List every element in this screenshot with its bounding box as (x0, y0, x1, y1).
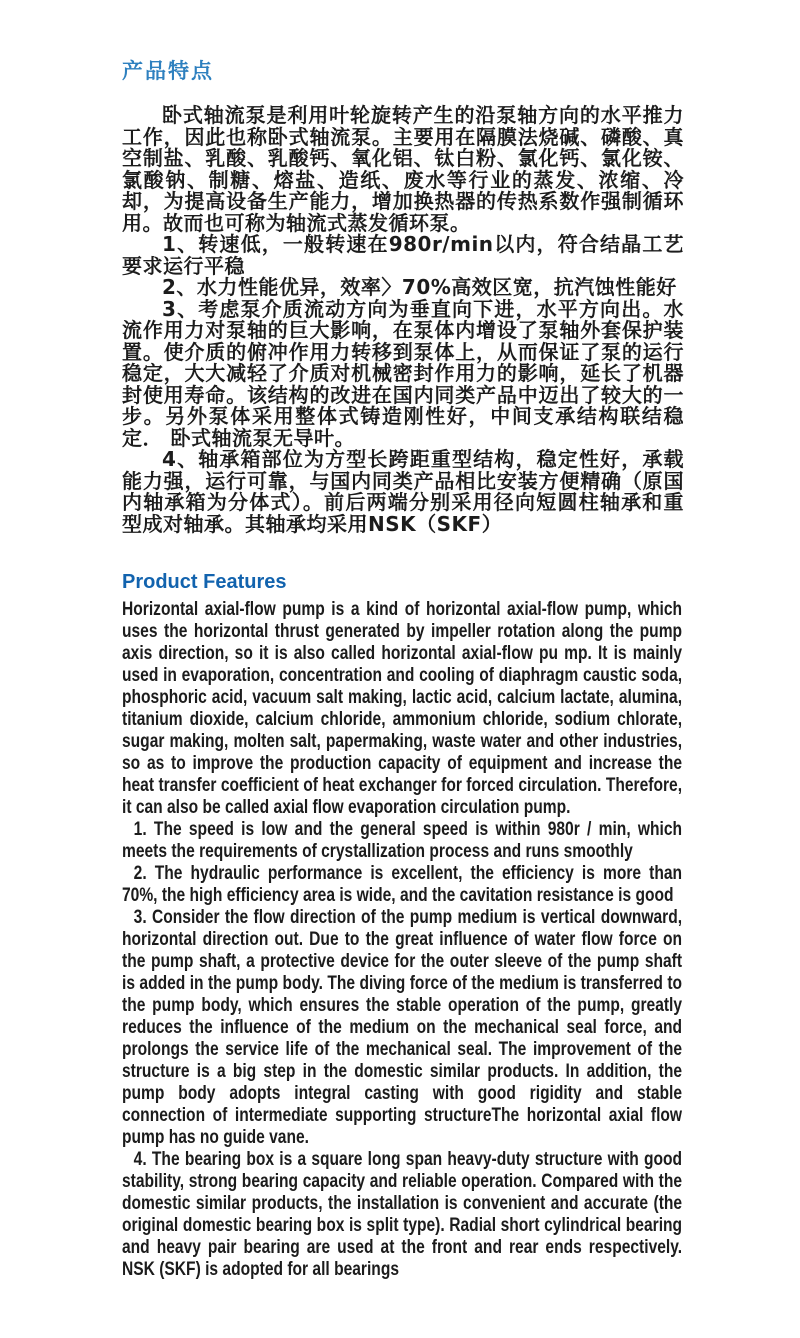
paragraph: 3、考虑泵介质流动方向为垂直向下进，水平方向出。水流作用力对泵轴的巨大影响，在泵体内增设了泵轴外套保护装置。使介质的俯冲作用力转移到泵体上，从而保证了泵的运行稳定，大大减轻了介质对机械密封作用力的影响，延长了机器封使用寿命。该结构的改进在国内同类产品中迈出了较大的一步。另外泵体采用整体式铸造刚性好，中间支承结构联结稳定． 卧式轴流泵无导叶。 (122, 296, 684, 450)
paragraph: Horizontal axial-flow pump is a kind of horizontal axial-flow pump, which uses the horizontal thrust generated by impeller rotation along the pump axis direction, so it is also called horizontal axial-flow pu mp. It is mainly used in evaporation, concentration and cooling of diaphragm caustic soda, phosphoric acid, vacuum salt making, lactic acid, calcium lactate, alumina, titanium dioxide, calcium chloride, ammonium chloride, sodium chlorate, sugar making, molten salt, papermaking, waste water and other industries, so as to improve the production capacity of equipment and increase the heat transfer coefficient of heat exchanger for forced circulation. Therefore, it can also be called axial flow evaporation circulation pump. (122, 599, 683, 818)
paragraph: 卧式轴流泵是利用叶轮旋转产生的沿泵轴方向的水平推力工作，因此也称卧式轴流泵。主要用在隔膜法烧碱、磷酸、真空制盐、乳酸、乳酸钙、氧化铝、钛白粉、氯化钙、氯化铵、氯酸钠、制糖、熔盐、造纸、废水等行业的蒸发、浓缩、冷却，为提高设备生产能力，增加换热器的传热系数作强制循环用。故而也可称为轴流式蒸发循环泵。 (122, 103, 684, 235)
paragraph: 1. The speed is low and the general speed is within 980r / min, which meets the requirements of crystallization process and runs smoothly (122, 819, 683, 862)
paragraph: 2、水力性能优异，效率〉70%高效区宽，抗汽蚀性能好 (162, 275, 677, 299)
en-feature-text (122, 599, 682, 1281)
paragraph: 4、轴承箱部位为方型长跨距重型结构，稳定性好，承载能力强，运行可靠，与国内同类产品相比安装方便精确（原国内轴承箱为分体式）。前后两端分别采用径向短圆柱轴承和重型成对轴承。其轴承均采用NSK（SKF） (122, 447, 684, 536)
cn-section-title: 产品特点 (122, 59, 214, 83)
cn-feature-text (122, 105, 684, 535)
paragraph: 4. The bearing box is a square long span heavy-duty structure with good stability, strong bearing capacity and reliable operation. Compared with the domestic similar products, the installation is convenient and accurate (the original domestic bearing box is split type). Radial short cylindrical bearing and heavy pair bearing are used at the front and rear ends respectively. NSK (SKF) is adopted for all bearings (122, 1149, 683, 1280)
paragraph: 1、转速低，一般转速在980r/min以内，符合结晶工艺要求运行平稳 (122, 232, 684, 278)
paragraph: 2. The hydraulic performance is excellent, the efficiency is more than 70%, the high efficiency area is wide, and the cavitation resistance is good (122, 863, 683, 906)
paragraph: 3. Consider the flow direction of the pump medium is vertical downward, horizontal direction out. Due to the great influence of water flow force on the pump shaft, a protective device for the outer sleeve of the pump shaft is added in the pump body. The diving force of the medium is transferred to the pump body, which ensures the stable operation of the pump, greatly reduces the influence of the medium on the mechanical seal force, and prolongs the service life of the mechanical seal. The improvement of the structure is a big step in the domestic similar products. In addition, the pump body adopts integral casting with good rigidity and stable connection of intermediate supporting structureThe horizontal axial flow pump has no guide vane. (122, 907, 683, 1148)
en-section-title: Product Features (122, 571, 287, 593)
